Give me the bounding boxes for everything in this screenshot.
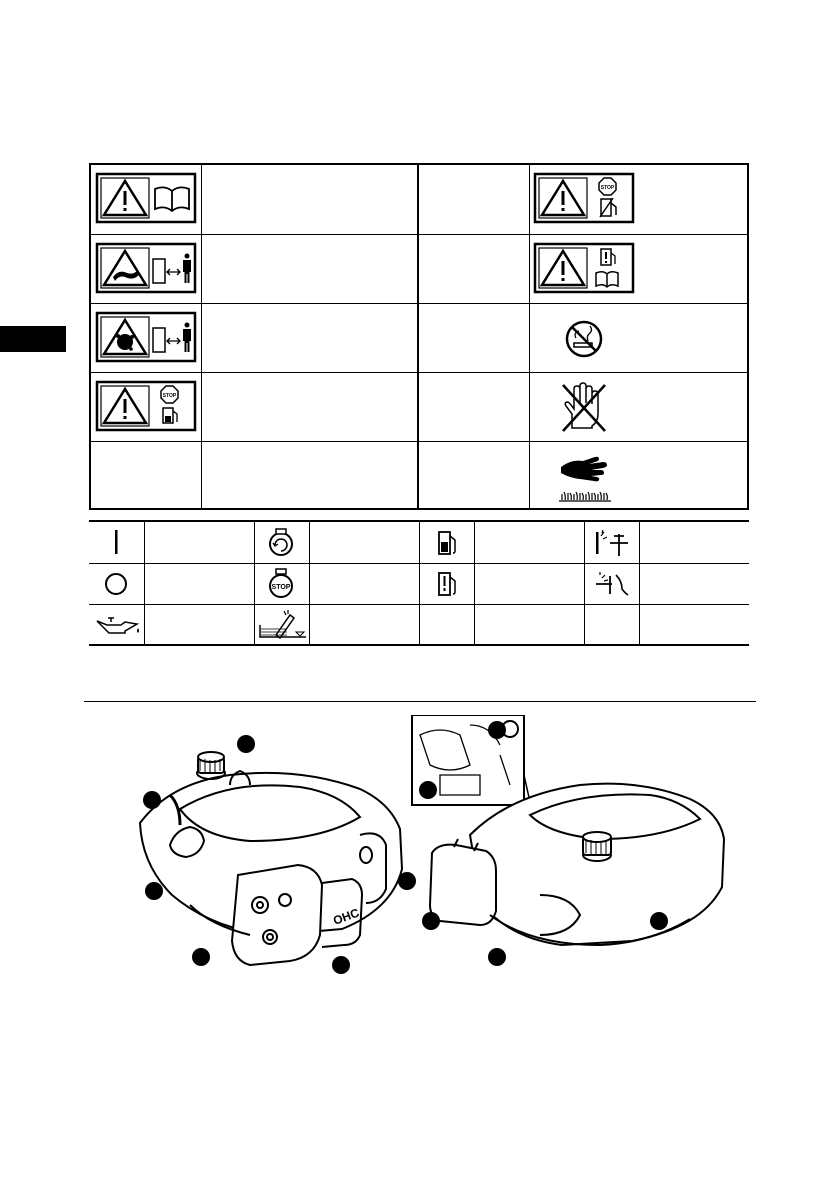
symbol-cell — [529, 165, 639, 234]
wear-gloves-icon — [529, 373, 639, 442]
warning-thrown-objects-keep-distance-icon — [91, 304, 201, 373]
table-row — [89, 563, 749, 604]
fuel-warning-icon — [419, 564, 474, 605]
table-row — [91, 234, 747, 303]
control-symbols-table — [89, 520, 749, 646]
symbol-cell — [529, 235, 639, 303]
section-divider — [84, 701, 756, 702]
table-row — [91, 303, 747, 372]
warning-stop-fuel-icon — [529, 165, 639, 234]
symbol-cell — [91, 373, 201, 441]
engine-front-view — [140, 752, 402, 965]
warning-stop-engine-before-refuel-icon — [91, 373, 201, 442]
table-row — [89, 604, 749, 645]
svg-text:STOP: STOP — [271, 584, 291, 591]
symbol-cell — [91, 165, 201, 234]
svg-text:STOP: STOP — [162, 393, 177, 399]
engine-stop-icon — [254, 564, 309, 605]
warning-fuel-read-manual-icon — [529, 235, 639, 304]
symbol-cell — [91, 304, 201, 372]
fuel-icon — [419, 522, 474, 563]
hot-surface-hand-icon — [529, 442, 639, 511]
symbol-cell — [529, 304, 639, 372]
table-row — [89, 522, 749, 563]
language-tab — [0, 326, 66, 352]
engine-oil-icon — [89, 605, 144, 646]
safety-warning-table — [89, 163, 749, 510]
oil-dipstick-level-icon — [254, 605, 309, 646]
engine-illustrations — [110, 715, 830, 985]
warning-hot-surface-keep-distance-icon — [91, 235, 201, 304]
switch-off-icon — [89, 564, 144, 605]
engine-rear-view — [412, 715, 724, 945]
table-row — [91, 441, 747, 510]
choke-closed-icon — [584, 522, 639, 563]
no-smoking-icon — [529, 304, 639, 373]
warning-read-manual-icon — [91, 165, 201, 234]
symbol-cell — [529, 373, 639, 441]
choke-open-icon — [584, 564, 639, 605]
switch-on-icon — [89, 522, 144, 563]
table-row — [91, 372, 747, 441]
symbol-cell — [529, 442, 639, 510]
engine-start-icon — [254, 522, 309, 563]
symbol-cell — [91, 235, 201, 303]
svg-text:STOP: STOP — [600, 185, 615, 191]
svg-text:OHC: OHC — [331, 905, 362, 928]
table-row — [91, 165, 747, 234]
